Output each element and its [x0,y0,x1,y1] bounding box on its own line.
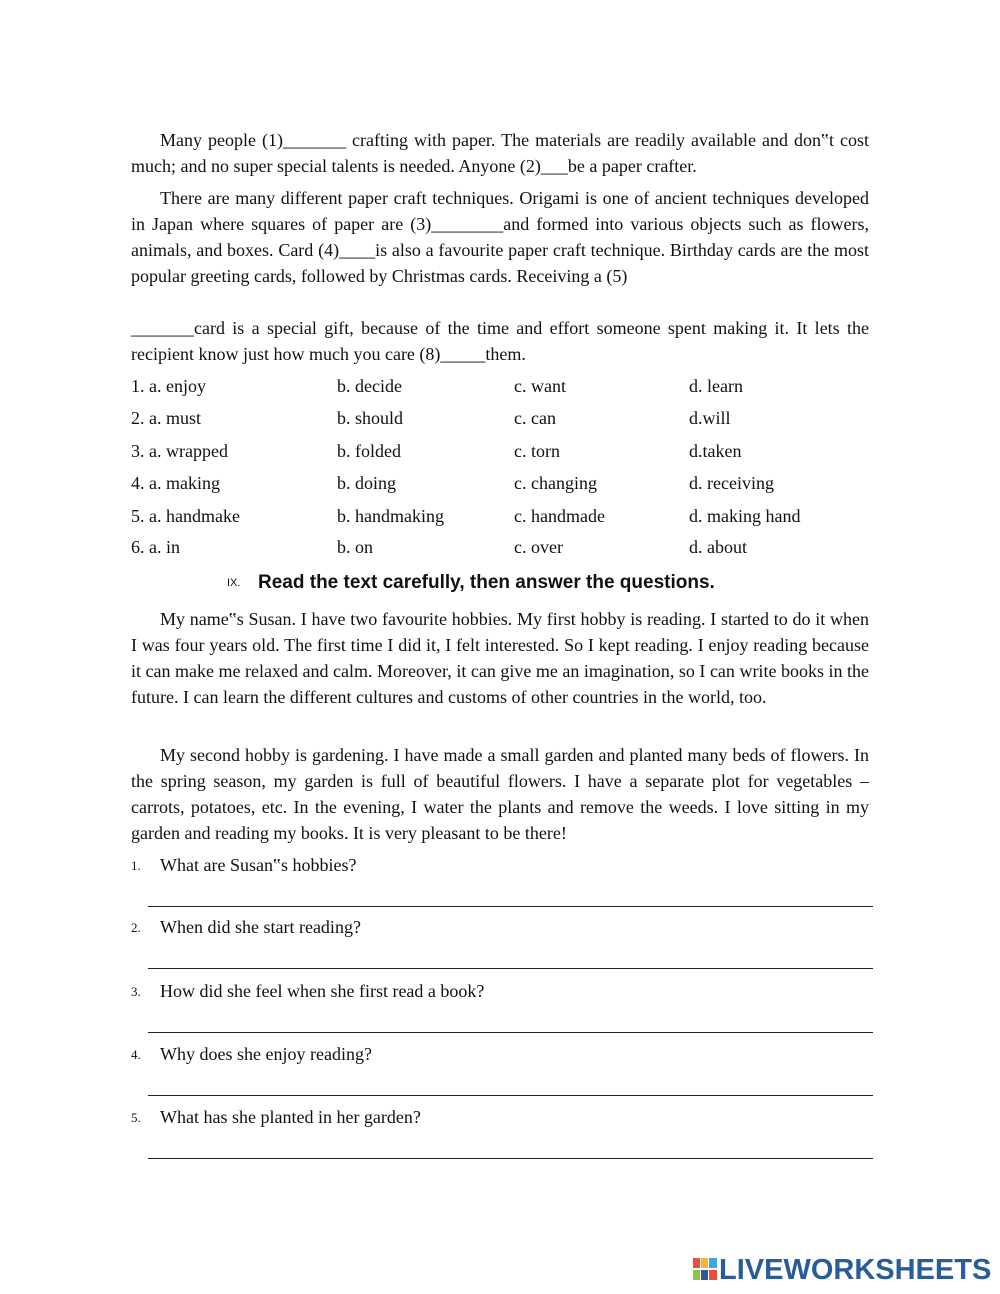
question-number: 1. [131,858,141,873]
option: 2. a. must [131,408,201,428]
option: b. folded [337,441,401,461]
brand-name: LIVEWORKSHEETS [719,1254,992,1286]
answer-line-1[interactable] [148,906,873,907]
question-text: What are Susan‟s hobbies? [160,855,357,875]
option: c. want [514,376,566,396]
option: d. receiving [689,473,774,493]
passage1-paragraph-2: There are many different paper craft techniques. Origami is one of ancient techniques developed in Japan where squares of paper are (3)________and formed into various objects such as flowers, animals, and boxes. Card (4)____is also a favourite paper craft technique. Birthday cards are the most popular greeting cards, followed by Christmas cards. Receiving a (5) [131,188,869,286]
question-number: 4. [131,1047,141,1062]
option: 5. a. handmake [131,506,240,526]
option: d.taken [689,441,742,461]
option: 4. a. making [131,473,220,493]
option: c. torn [514,441,560,461]
answer-line-4[interactable] [148,1095,873,1096]
option: b. decide [337,376,402,396]
options-row-2 [131,406,871,430]
answer-line-3[interactable] [148,1032,873,1033]
passage1-paragraph-1: Many people (1)_______ crafting with paper. The materials are readily available and don‟t cost much; and no super special talents is needed. Anyone (2)___be a paper crafter. [131,130,869,176]
option: 1. a. enjoy [131,376,206,396]
option: 3. a. wrapped [131,441,228,461]
options-row-5 [131,504,871,528]
option: d.will [689,408,731,428]
option: c. over [514,537,563,557]
section-heading [227,571,715,595]
options-row-1 [131,374,871,398]
option: c. can [514,408,556,428]
liveworksheets-logo-icon [692,1256,718,1282]
section-title: Read the text carefully, then answer the questions. [258,572,715,593]
option: d. about [689,537,747,557]
question-text: Why does she enjoy reading? [160,1044,372,1064]
answer-line-2[interactable] [148,968,873,969]
options-row-6 [131,535,871,559]
option: c. handmade [514,506,605,526]
options-row-3 [131,439,871,463]
passage2-paragraph-1: My name‟s Susan. I have two favourite hobbies. My first hobby is reading. I started to do it when I was four years old. The first time I did it, I felt interested. So I kept reading. I enjoy reading because it can make me relaxed and calm. Moreover, it can give me an imagination, so I can write books in the future. I can learn the different cultures and customs of other countries in the world, too. [131,609,869,707]
option: b. should [337,408,404,428]
option: d. making hand [689,506,801,526]
question-number: 5. [131,1110,141,1125]
question-text: How did she feel when she first read a book? [160,981,485,1001]
option: b. doing [337,473,397,493]
passage1-paragraph-3: _______card is a special gift, because of the time and effort someone spent making it. It lets the recipient know just how much you care (8)_____them. [131,318,869,364]
question-number: 2. [131,920,141,935]
section-numeral: IX. [227,577,241,589]
answer-line-5[interactable] [148,1158,873,1159]
option: 6. a. in [131,537,180,557]
passage2-paragraph-2: My second hobby is gardening. I have made a small garden and planted many beds of flowers. In the spring season, my garden is full of beautiful flowers. I have a separate plot for vegetables – carrots, potatoes, etc. In the evening, I water the plants and remove the weeds. I love sitting in my garden and reading my books. It is very pleasant to be there! [131,745,869,843]
question-text: When did she start reading? [160,917,361,937]
question-text: What has she planted in her garden? [160,1107,421,1127]
option: b. handmaking [337,506,444,526]
option: c. changing [514,473,597,493]
question-number: 3. [131,984,141,999]
option: d. learn [689,376,743,396]
option: b. on [337,537,373,557]
options-row-4 [131,471,871,495]
liveworksheets-logo [692,1255,991,1285]
